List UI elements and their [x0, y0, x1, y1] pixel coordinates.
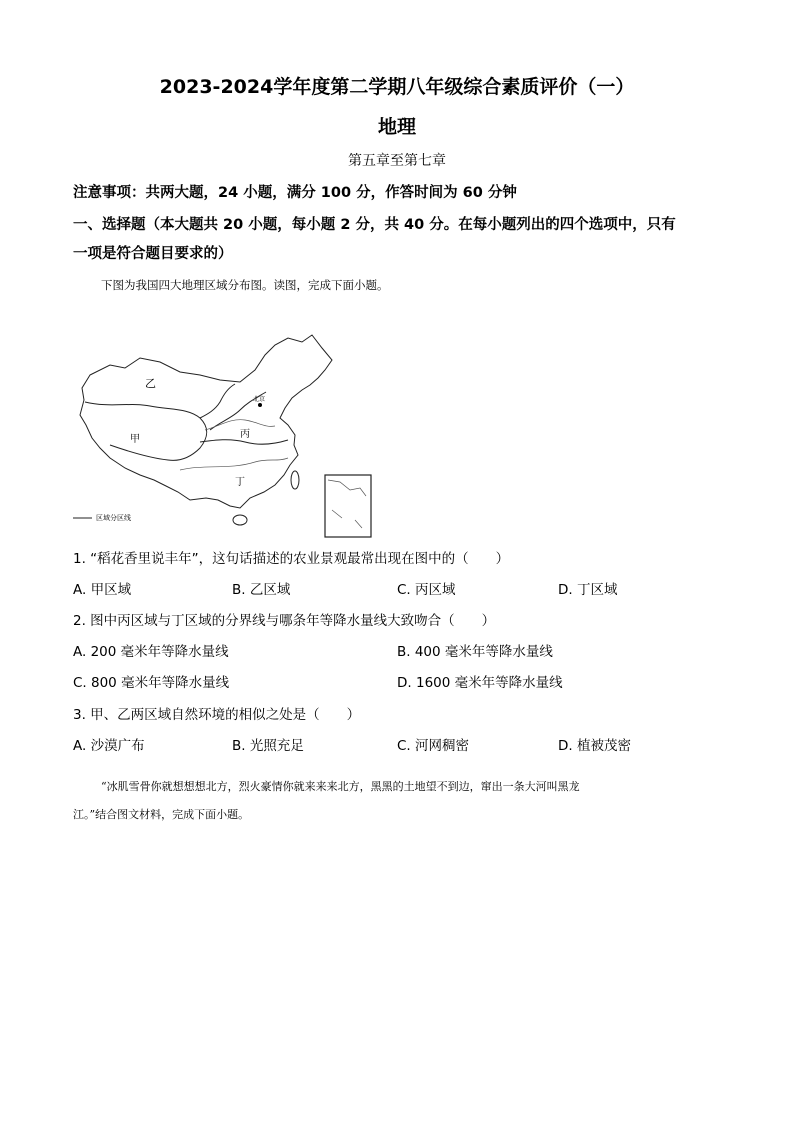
passage-intro-line1: “冰肌雪骨你就想想想北方，烈火豪情你就来来来北方，黑黑的土地望不到边，窜出一条大河叫黑龙	[101, 780, 580, 793]
question-3-option-c[interactable]: C. 河网稠密	[397, 738, 470, 754]
boundary-qinling	[200, 440, 288, 444]
subject-title: 地理	[377, 116, 416, 138]
china-regions-map	[70, 330, 380, 540]
region-label-jia: 甲	[130, 434, 140, 445]
section-heading-line1: 一、选择题（本大题共 20 小题，每小题 2 分，共 40 分。在每小题列出的四个选项中，只有	[73, 217, 676, 233]
question-2-stem: 2. 图中丙区域与丁区域的分界线与哪条年等降水量线大致吻合（ ）	[73, 613, 496, 629]
question-1-stem: 1. “稻花香里说丰年”，这句话描述的农业景观最常出现在图中的（ ）	[73, 551, 510, 567]
beijing-label: 北京	[253, 396, 266, 403]
question-3-option-d[interactable]: D. 植被茂密	[558, 738, 631, 754]
question-2-option-b[interactable]: B. 400 毫米年等降水量线	[397, 644, 553, 660]
exam-notice: 注意事项：共两大题，24 小题，满分 100 分，作答时间为 60 分钟	[73, 185, 517, 201]
question-1-option-c[interactable]: C. 丙区域	[397, 582, 456, 598]
question-3-option-a[interactable]: A. 沙漠广布	[73, 738, 145, 754]
question-3-stem: 3. 甲、乙两区域自然环境的相似之处是（ ）	[73, 707, 361, 723]
region-label-ding: 丁	[235, 477, 245, 488]
map-intro-text: 下图为我国四大地理区域分布图。读图，完成下面小题。	[101, 278, 389, 292]
question-2-option-c[interactable]: C. 800 毫米年等降水量线	[73, 675, 230, 691]
hainan-island	[233, 515, 247, 525]
question-3-option-b[interactable]: B. 光照充足	[232, 738, 304, 754]
legend-label: 区域分区线	[96, 514, 131, 522]
map-drawing	[70, 330, 380, 540]
question-1-option-d[interactable]: D. 丁区域	[558, 582, 618, 598]
section-heading-line2: 一项是符合题目要求的）	[73, 246, 233, 262]
question-1-option-a[interactable]: A. 甲区域	[73, 582, 132, 598]
region-label-yi: 乙	[145, 377, 156, 390]
country-outline	[80, 335, 332, 508]
question-2-option-a[interactable]: A. 200 毫米年等降水量线	[73, 644, 229, 660]
region-label-bing: 丙	[240, 429, 250, 440]
question-2-option-d[interactable]: D. 1600 毫米年等降水量线	[397, 675, 563, 691]
boundary-yi	[200, 384, 235, 418]
taiwan-island	[291, 471, 299, 489]
yangtze-river	[180, 458, 288, 470]
south-sea-inset	[325, 475, 371, 537]
passage-intro-line2: 江。”结合图文材料，完成下面小题。	[73, 808, 250, 821]
exam-title: 2023-2024学年度第二学期八年级综合素质评价（一）	[159, 76, 635, 98]
question-1-option-b[interactable]: B. 乙区域	[232, 582, 291, 598]
beijing-point	[258, 403, 262, 407]
chapter-range: 第五章至第七章	[348, 153, 446, 169]
